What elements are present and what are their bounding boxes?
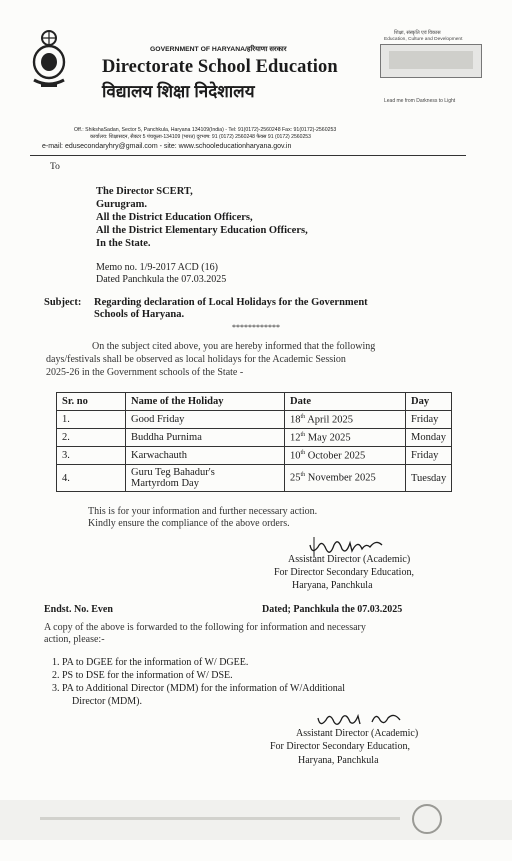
right-logo-image <box>380 44 482 78</box>
signatory-location: Haryana, Panchkula <box>298 755 379 766</box>
right-tagline: Lead me from Darkness to Light <box>384 98 456 104</box>
addressee-line: In the State. <box>96 238 151 249</box>
holiday-date: 25th November 2025 <box>285 465 406 492</box>
holiday-day: Monday <box>406 429 452 447</box>
directorate-title-hindi: विद्यालय शिक्षा निदेशालय <box>102 82 255 101</box>
body-text: days/festivals shall be observed as local holidays for the Academic Session <box>46 354 346 365</box>
directorate-title: Directorate School Education <box>102 57 338 77</box>
table-row <box>57 447 452 465</box>
to-label: To <box>50 162 60 172</box>
holiday-name: Good Friday <box>126 411 285 429</box>
holiday-name: Karwachauth <box>126 447 285 465</box>
column-header: Date <box>285 393 406 411</box>
subject-label: Subject: <box>44 297 82 308</box>
signatory-location: Haryana, Panchkula <box>292 580 373 591</box>
body-text: On the subject cited above, you are hereby informed that the following <box>92 341 376 352</box>
header-divider <box>30 155 466 156</box>
subject-line: Schools of Haryana. <box>94 309 185 320</box>
address-english: Off.: ShikshaSadan, Sector 5, Panchkula, Haryana 134109(India) - Tel: 91(0172)-2560248 Fax: 91(0172)-2560253 <box>74 127 337 133</box>
holiday-name: Guru Teg Bahadur's Martyrdom Day <box>126 465 285 492</box>
memo-number: Memo no. 1/9-2017 ACD (16) <box>96 262 218 273</box>
copy-to-item: 2. PS to DSE for the information of W/ DSE. <box>52 670 233 681</box>
table-row <box>57 411 452 429</box>
table-row <box>57 465 452 492</box>
row-serial: 1. <box>57 411 126 429</box>
endorsement-date: Dated; Panchkula the 07.03.2025 <box>262 604 403 615</box>
signature <box>314 708 404 730</box>
memo-date: Dated Panchkula the 07.03.2025 <box>96 274 227 285</box>
addressee-line: All the District Elementary Education Officers, <box>96 225 308 236</box>
addressee-line: All the District Education Officers, <box>96 212 253 223</box>
copy-to-item-continued: Director (MDM). <box>72 696 142 707</box>
holiday-day: Tuesday <box>406 465 452 492</box>
right-logo-line2: Education, Culture and Development <box>384 37 463 42</box>
holiday-name: Buddha Purnima <box>126 429 285 447</box>
body-text: 2025-26 in the Government schools of the State - <box>46 367 244 378</box>
copy-to-item: 1. PA to DGEE for the information of W/ DGEE. <box>52 657 249 668</box>
addressee-line: The Director SCERT, <box>96 186 193 197</box>
separator-stars: ************ <box>232 323 280 332</box>
row-serial: 4. <box>57 465 126 492</box>
addressee-line: Gurugram. <box>96 199 148 210</box>
signatory-designation: Assistant Director (Academic) <box>288 554 411 565</box>
holiday-table <box>56 392 452 492</box>
endorsement-intro: A copy of the above is forwarded to the following for information and necessary <box>44 622 366 633</box>
holiday-date: 18th April 2025 <box>285 411 406 429</box>
subject-line: Regarding declaration of Local Holidays for the Government <box>94 297 368 308</box>
haryana-emblem-logo <box>28 28 70 90</box>
govt-heading: GOVERNMENT OF HARYANA/हरियाणा सरकार <box>150 46 287 53</box>
table-header-row <box>57 393 452 411</box>
holiday-date: 10th October 2025 <box>285 447 406 465</box>
signatory-office: For Director Secondary Education, <box>274 567 414 578</box>
holiday-day: Friday <box>406 411 452 429</box>
row-serial: 3. <box>57 447 126 465</box>
signatory-office: For Director Secondary Education, <box>270 741 410 752</box>
footer-faded-text <box>40 817 400 820</box>
endorsement-number: Endst. No. Even <box>44 604 113 615</box>
table-row <box>57 429 452 447</box>
holiday-day: Friday <box>406 447 452 465</box>
column-header: Sr. no <box>57 393 126 411</box>
closing-text: This is for your information and further necessary action. <box>88 506 318 517</box>
footer-seal-icon <box>412 804 442 834</box>
row-serial: 2. <box>57 429 126 447</box>
right-logo-line1: शिक्षा, संस्कृति एवं विकास <box>394 30 441 36</box>
closing-text: Kindly ensure the compliance of the above orders. <box>88 518 290 529</box>
holiday-date: 12th May 2025 <box>285 429 406 447</box>
copy-to-item: 3. PA to Additional Director (MDM) for the information of W/Additional <box>52 683 346 694</box>
endorsement-intro: action, please:- <box>44 634 105 645</box>
signatory-designation: Assistant Director (Academic) <box>296 728 419 739</box>
column-header: Name of the Holiday <box>126 393 285 411</box>
column-header: Day <box>406 393 452 411</box>
address-hindi: कार्यालय: शिक्षासदन, सैक्टर 5 पंचकूला-134109 (भारत) दूरभाष: 91 (0172) 2560248 फैक्स 91 (0172) 2560253 <box>90 134 311 140</box>
contact-line: e-mail: edusecondaryhry@gmail.com - site: www.schooleducationharyana.gov.in <box>42 143 292 150</box>
